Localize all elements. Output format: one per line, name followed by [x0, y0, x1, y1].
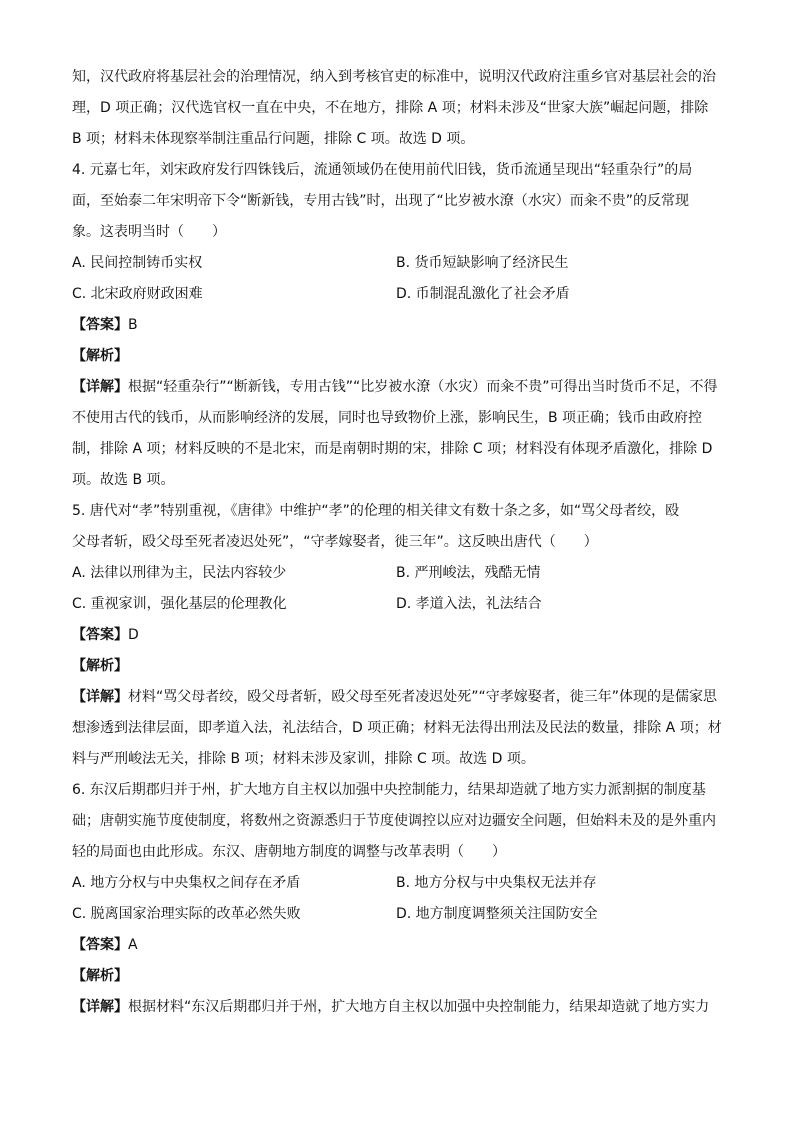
answer-line	[72, 620, 722, 651]
intro-line: 知，汉代政府将基层社会的治理情况，纳入到考核官吏的标准中，说明汉代政府注重乡官对基层社会的治	[72, 69, 716, 85]
intro-line: 理，D 项正确；汉代选官权一直在中央，不在地方，排除 A 项；材料未涉及“世家大族”崛起问题，排除	[72, 100, 709, 116]
detail-line: 想渗透到法律层面，即孝道入法，礼法结合，D 项正确；材料无法得出刑法及民法的数量，排除 A 项；材	[72, 720, 722, 736]
question-stem-line: 6. 东汉后期郡归并于州，扩大地方自主权以加强中央控制能力，结果却造就了地方实力派割据的制度基	[72, 782, 706, 798]
answer-tag: 【答案】	[72, 937, 128, 953]
question-stem-line: 父母者斩，殴父母至死者凌迟处死”，“守孝嫁娶者，徙三年”。这反映出唐代（ ）	[72, 534, 598, 550]
intro-line: B 项；材料未体现察举制注重品行问题，排除 C 项。故选 D 项。	[72, 131, 475, 147]
analysis-line	[72, 341, 722, 372]
detail-line	[72, 372, 722, 403]
analysis-tag: 【解析】	[72, 968, 128, 984]
intro-block	[72, 62, 722, 155]
question-stem-line: 5. 唐代对“孝”特别重视，《唐律》中维护“孝”的伦理的相关律文有数十条之多，如“骂父母者绞，殴	[72, 503, 680, 519]
option-c: C. 脱离国家治理实际的改革必然失败	[72, 906, 301, 922]
detail-line: 不使用古代的钱币，从而影响经济的发展，同时也导致物价上涨，影响民生，B 项正确；钱币由政府控	[72, 410, 703, 426]
option-a: A. 地方分权与中央集权之间存在矛盾	[72, 875, 301, 891]
detail-tag: 【详解】	[72, 379, 128, 395]
option-a: A. 民间控制铸币实权	[72, 255, 203, 271]
question-stem-line: 础；唐朝实施节度使制度，将数州之资源悉归于节度使调控以应对边疆安全问题，但始料未及的是外重内	[72, 813, 716, 829]
option-c: C. 北宋政府财政困难	[72, 286, 203, 302]
analysis-line	[72, 651, 722, 682]
question-stem-line: 面，至始泰二年宋明帝下令“断新钱，专用古钱”时，出现了“比岁被水潦（水灾）而籴不贵”的反常现	[72, 193, 690, 209]
detail-line	[72, 992, 722, 1023]
analysis-tag: 【解析】	[72, 348, 128, 364]
detail-tag: 【详解】	[72, 999, 128, 1015]
option-d: D. 币制混乱激化了社会矛盾	[396, 286, 570, 302]
detail-line	[72, 682, 722, 713]
options-row	[72, 248, 722, 279]
document-page	[72, 62, 722, 1023]
answer-value: B	[128, 317, 138, 333]
question-5	[72, 496, 722, 775]
options-row	[72, 558, 722, 589]
options-row	[72, 589, 722, 620]
answer-value: D	[128, 627, 139, 643]
option-b: B. 地方分权与中央集权无法并存	[396, 875, 597, 891]
option-c: C. 重视家训，强化基层的伦理教化	[72, 596, 287, 612]
option-a: A. 法律以刑律为主，民法内容较少	[72, 565, 287, 581]
detail-line: 料与严刑峻法无关，排除 B 项；材料未涉及家训，排除 C 项。故选 D 项。	[72, 751, 535, 767]
option-b: B. 严刑峻法，残酷无情	[396, 565, 541, 581]
detail-tag: 【详解】	[72, 689, 128, 705]
options-row	[72, 899, 722, 930]
question-4	[72, 155, 722, 496]
options-row	[72, 279, 722, 310]
detail-line: 制，排除 A 项；材料反映的不是北宋，而是南朝时期的宋，排除 C 项；材料没有体现矛盾激化，排除 D	[72, 441, 713, 457]
analysis-line	[72, 961, 722, 992]
option-d: D. 孝道入法，礼法结合	[396, 596, 542, 612]
detail-line: 项。故选 B 项。	[72, 472, 175, 488]
analysis-tag: 【解析】	[72, 658, 128, 674]
options-row	[72, 868, 722, 899]
option-b: B. 货币短缺影响了经济民生	[396, 255, 569, 271]
answer-line	[72, 310, 722, 341]
question-stem-line: 轻的局面也由此形成。东汉、唐朝地方制度的调整与改革表明（ ）	[72, 844, 506, 860]
question-stem-line: 象。这表明当时（ ）	[72, 224, 226, 240]
answer-tag: 【答案】	[72, 627, 128, 643]
answer-tag: 【答案】	[72, 317, 128, 333]
detail-text: 根据材料“东汉后期郡归并于州，扩大地方自主权以加强中央控制能力，结果却造就了地方实力	[128, 999, 710, 1015]
detail-text: 材料“骂父母者绞，殴父母者斩，殴父母至死者凌迟处死”“守孝嫁娶者，徙三年”体现的是儒家思	[128, 689, 718, 705]
question-stem-line: 4. 元嘉七年，刘宋政府发行四铢钱后，流通领域仍在使用前代旧钱，货币流通呈现出“轻重杂行”的局	[72, 162, 693, 178]
answer-value: A	[128, 937, 138, 953]
question-6	[72, 775, 722, 1023]
answer-line	[72, 930, 722, 961]
detail-text: 根据“轻重杂行”“断新钱，专用古钱”“比岁被水潦（水灾）而籴不贵”可得出当时货币不足，不得	[128, 379, 718, 395]
option-d: D. 地方制度调整须关注国防安全	[396, 906, 598, 922]
